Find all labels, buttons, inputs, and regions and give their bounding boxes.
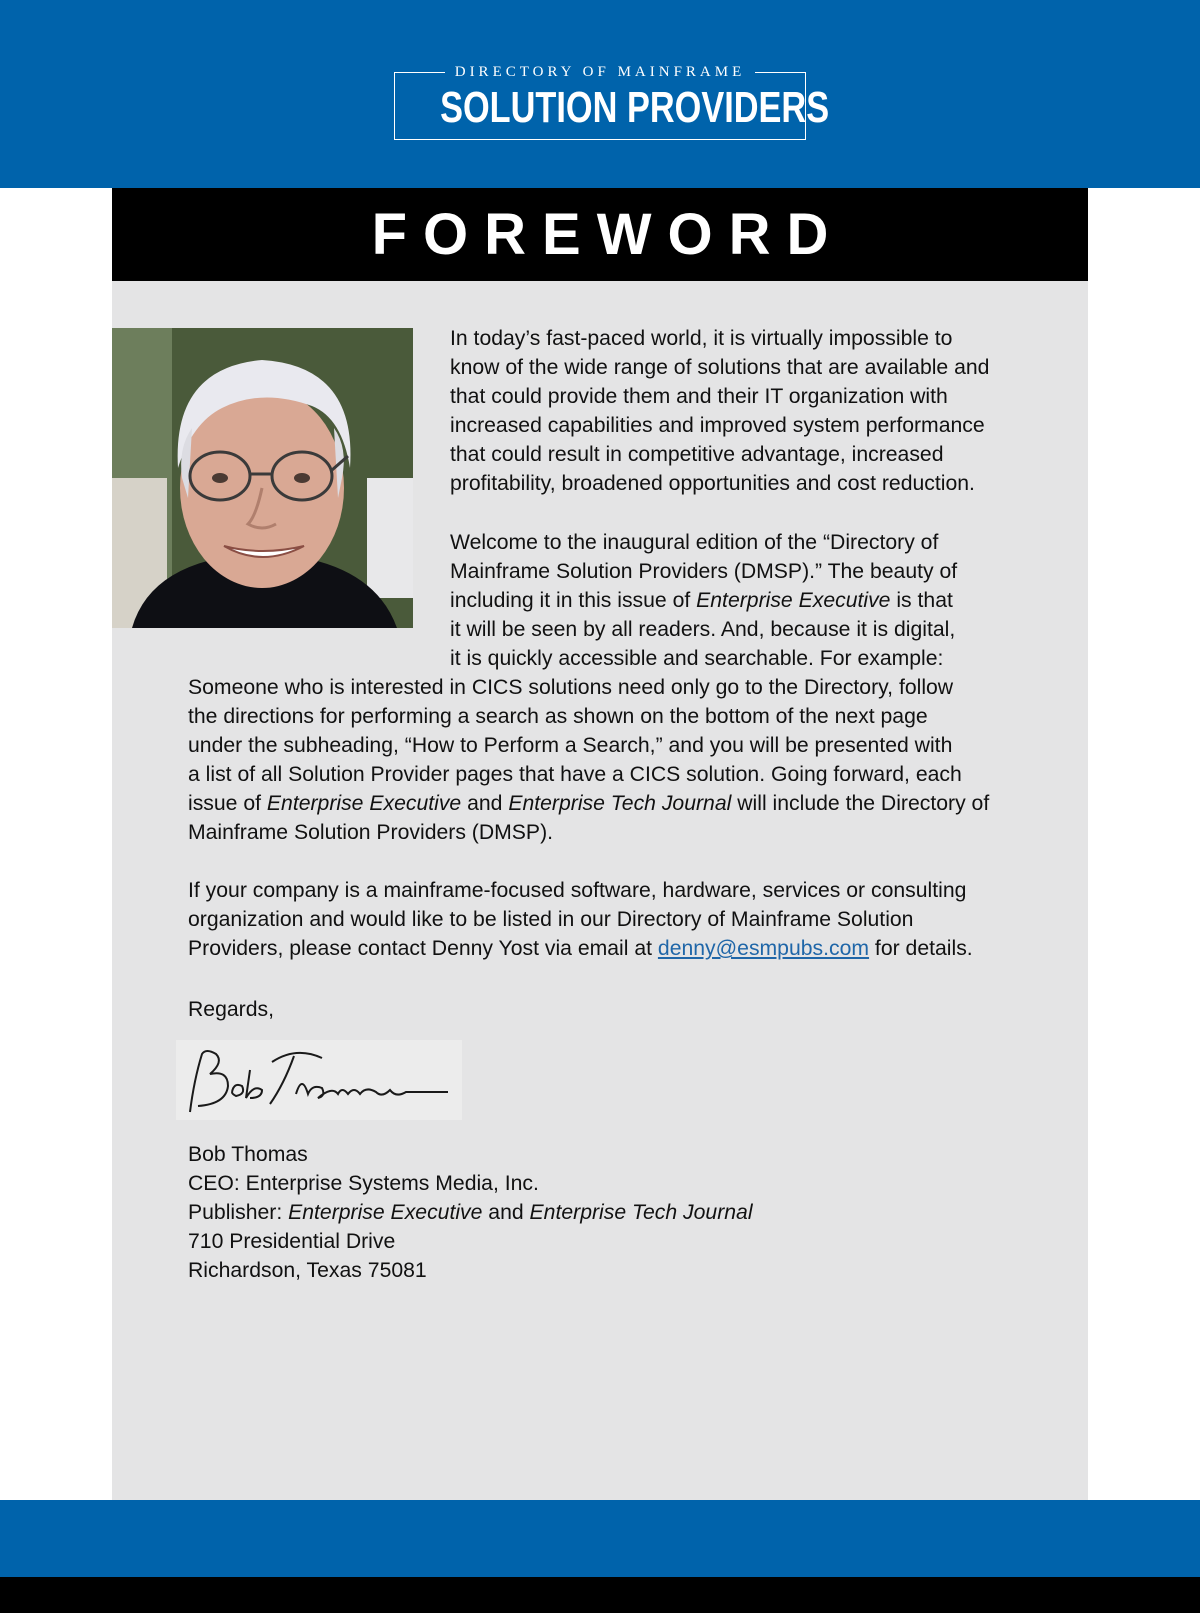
- text-line: [188, 934, 1048, 963]
- intro-paragraph: [450, 324, 1050, 498]
- regards-text: Regards,: [188, 998, 274, 1021]
- signature-image: [176, 1040, 462, 1120]
- page-title: FOREWORD: [371, 202, 845, 267]
- text-line: [188, 789, 1048, 818]
- text-line: a list of all Solution Provider pages that have a CICS solution. Going forward, each: [188, 763, 962, 786]
- magazine-title: Enterprise Executive: [266, 792, 462, 815]
- text-line: profitability, broadened opportunities and cost reduction.: [450, 472, 975, 495]
- text-fragment: and: [461, 792, 509, 815]
- text-fragment: issue of: [188, 792, 267, 815]
- magazine-title: Enterprise Tech Journal: [508, 792, 732, 815]
- text-fragment: for details.: [869, 937, 973, 960]
- magazine-title: Enterprise Tech Journal: [529, 1201, 753, 1224]
- text-fragment: including it in this issue of: [450, 589, 697, 612]
- contact-paragraph: [188, 876, 1048, 963]
- text-line: [450, 586, 1050, 615]
- text-line: Welcome to the inaugural edition of the “Directory of: [450, 531, 939, 554]
- text-fragment: and: [482, 1201, 530, 1224]
- author-photo: [112, 328, 413, 628]
- text-line: that could result in competitive advantage, increased: [450, 443, 944, 466]
- title-bar: [112, 188, 1088, 281]
- handwritten-signature: [176, 1040, 462, 1120]
- portrait-illustration: [112, 328, 413, 628]
- text-fragment: Publisher:: [188, 1201, 289, 1224]
- footer-band: [0, 1500, 1200, 1577]
- header-band: [0, 0, 1200, 188]
- magazine-title: Enterprise Executive: [696, 589, 891, 612]
- footer-bar: [0, 1577, 1200, 1613]
- text-line: Mainframe Solution Providers (DMSP).: [188, 821, 554, 844]
- directory-logo: [394, 64, 830, 140]
- text-line: that could provide them and their IT organization with: [450, 385, 948, 408]
- address-line-2: Richardson, Texas 75081: [188, 1259, 427, 1282]
- logo-main-text: SOLUTION PROVIDERS: [440, 83, 830, 132]
- text-line: In today’s fast-paced world, it is virtually impossible to: [450, 327, 953, 350]
- address-line-1: 710 Presidential Drive: [188, 1230, 396, 1253]
- text-line: If your company is a mainframe-focused software, hardware, services or consulting: [188, 879, 967, 902]
- welcome-paragraph-top: [450, 528, 1050, 673]
- magazine-title: Enterprise Executive: [288, 1201, 483, 1224]
- email-link[interactable]: denny@esmpubs.com: [657, 937, 870, 960]
- text-fragment: is that: [890, 589, 953, 612]
- logo-top-text: DIRECTORY OF MAINFRAME: [445, 64, 756, 80]
- text-line: the directions for performing a search as shown on the bottom of the next page: [188, 705, 928, 728]
- text-line: know of the wide range of solutions that are available and: [450, 356, 990, 379]
- signer-title: CEO: Enterprise Systems Media, Inc.: [188, 1172, 539, 1195]
- text-line: organization and would like to be listed in our Directory of Mainframe Solution: [188, 908, 914, 931]
- text-line: Someone who is interested in CICS solutions need only go to the Directory, follow: [188, 676, 954, 699]
- text-line: it is quickly accessible and searchable. For example:: [450, 647, 944, 670]
- text-fragment: will include the Directory of: [731, 792, 990, 815]
- text-line: under the subheading, “How to Perform a Search,” and you will be presented with: [188, 734, 953, 757]
- signer-name: Bob Thomas: [188, 1143, 308, 1166]
- text-line: increased capabilities and improved system performance: [450, 414, 985, 437]
- signer-publisher: [188, 1198, 753, 1227]
- welcome-paragraph-bottom: [188, 673, 1048, 847]
- text-fragment: Providers, please contact Denny Yost via email at: [188, 937, 658, 960]
- text-line: Mainframe Solution Providers (DMSP).” The beauty of: [450, 560, 958, 583]
- text-line: it will be seen by all readers. And, because it is digital,: [450, 618, 956, 641]
